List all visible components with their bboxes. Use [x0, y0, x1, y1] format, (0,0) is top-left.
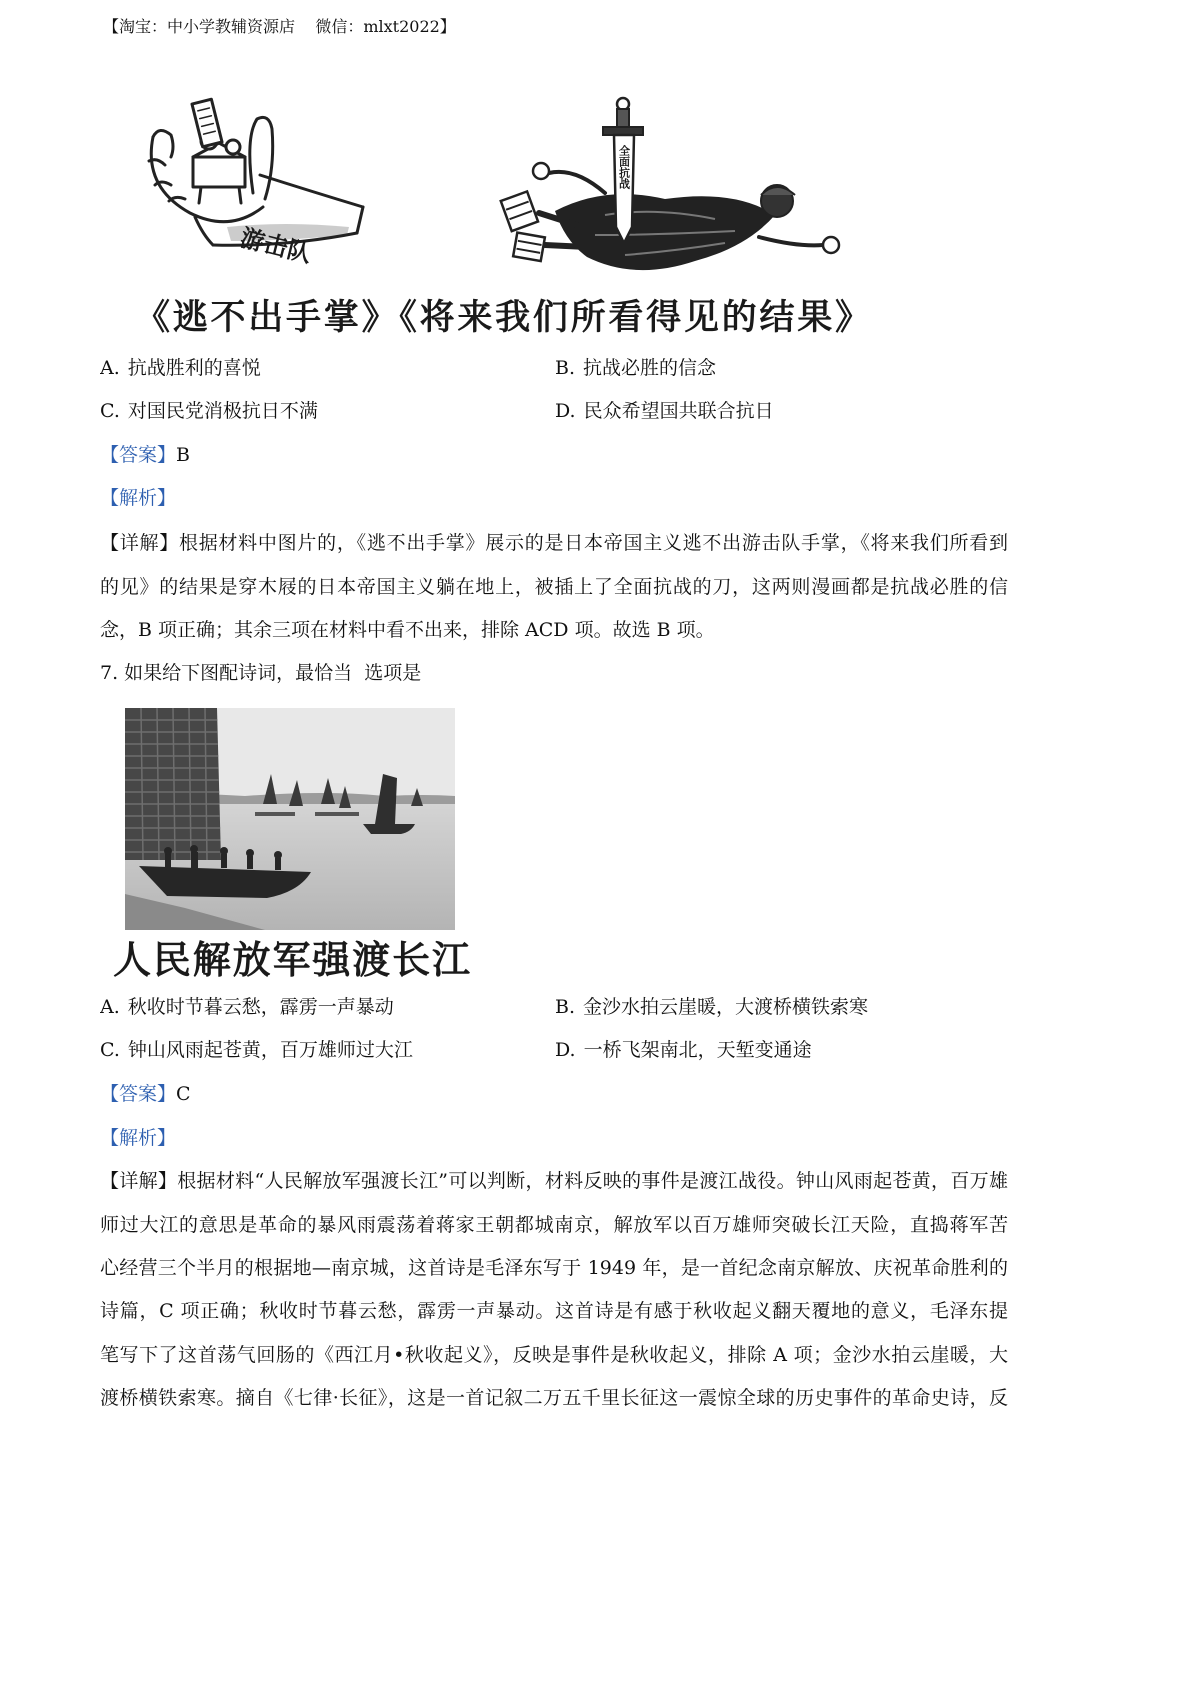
option-label: C. — [100, 400, 120, 422]
q7-detail-line: 渡桥横铁索寒。摘自《七律·长征》，这是一首记叙二万五千里长征这一震惊全球的历史事件的革命史诗，反 — [100, 1387, 1008, 1409]
q7-detail-line: 心经营三个半月的根据地—南京城，这首诗是毛泽东写于 1949 年，是一首纪念南京解放、庆祝革命胜利的 — [100, 1257, 1008, 1279]
photo-large-sail — [125, 708, 221, 860]
q6-option-d — [555, 399, 774, 423]
option-text: 钟山风雨起苍黄，百万雄师过大江 — [127, 1039, 413, 1061]
q7-photo-caption: 人民解放军强渡长江 — [113, 938, 470, 982]
option-text: 抗战必胜的信念 — [583, 357, 717, 379]
q7-option-b — [555, 995, 868, 1019]
analysis-tag: 【解析】 — [100, 487, 177, 509]
q7-option-d — [555, 1038, 812, 1062]
q7-detail-line: 诗篇，C 项正确；秋收时节暮云愁，霹雳一声暴动。这首诗是有感于秋收起义翻天覆地的意义，毛泽东提 — [100, 1300, 1008, 1322]
q7-detail-line: 【详解】根据材料“人民解放军强渡长江”可以判断，材料反映的事件是渡江战役。钟山风雨起苍黄，百万雄 — [100, 1170, 1008, 1192]
option-text: 抗战胜利的喜悦 — [127, 357, 261, 379]
q7-photo — [125, 708, 455, 930]
cartoon-sword-figure — [501, 98, 839, 270]
q7-answer — [100, 1082, 191, 1106]
option-text: 金沙水拍云崖暖，大渡桥横铁索寒 — [583, 996, 869, 1018]
option-text: 秋收时节暮云愁，霹雳一声暴动 — [127, 996, 394, 1018]
q7-stem: 7. 如果给下图配诗词，最恰当 选项是 — [100, 662, 422, 684]
option-label: C. — [100, 1039, 120, 1061]
option-text: 一桥飞架南北，天堑变通途 — [583, 1039, 812, 1061]
answer-tag: 【答案】 — [100, 444, 177, 466]
answer-tag: 【答案】 — [100, 1083, 177, 1105]
option-label: A. — [100, 357, 120, 379]
option-label: D. — [555, 1039, 576, 1061]
q6-detail-line: 的见》的结果是穿木屐的日本帝国主义躺在地上，被插上了全面抗战的刀，这两则漫画都是抗战必胜的信 — [100, 576, 1008, 598]
option-label: B. — [555, 996, 576, 1018]
q7-detail-line: 师过大江的意思是革命的暴风雨震荡着蒋家王朝都城南京，解放军以百万雄师突破长江天险，直捣蒋军苦 — [100, 1214, 1008, 1236]
q6-option-a — [100, 356, 261, 380]
q7-option-c — [100, 1038, 413, 1062]
option-text: 对国民党消极抗日不满 — [127, 400, 318, 422]
q6-figure-caption: 《逃不出手掌》《将来我们所看得见的结果》 — [135, 297, 870, 338]
analysis-tag: 【解析】 — [100, 1127, 177, 1149]
q6-option-b — [555, 356, 716, 380]
option-text: 民众希望国共联合抗日 — [583, 400, 774, 422]
q6-answer — [100, 443, 190, 467]
q7-analysis-heading — [100, 1126, 176, 1150]
option-label: B. — [555, 357, 576, 379]
sword-label: 全面抗战 — [617, 145, 631, 189]
q6-analysis-heading — [100, 486, 176, 510]
answer-value: C — [176, 1083, 191, 1105]
cartoon-hand — [149, 99, 363, 245]
q6-cartoons — [135, 95, 875, 300]
page-header: 【淘宝：中小学教辅资源店 微信：mlxt2022】 — [103, 17, 456, 36]
option-label: A. — [100, 996, 120, 1018]
q7-detail-line: 笔写下了这首荡气回肠的《西江月•秋收起义》，反映是事件是秋收起义，排除 A 项；金沙水拍云崖暖，大 — [100, 1344, 1008, 1366]
option-label: D. — [555, 400, 576, 422]
q7-option-a — [100, 995, 394, 1019]
q6-option-c — [100, 399, 318, 423]
guerrilla-label: 游击队 — [237, 222, 315, 269]
q6-detail-line: 念，B 项正确；其余三项在材料中看不出来，排除 ACD 项。故选 B 项。 — [100, 619, 715, 641]
q6-detail-line: 【详解】根据材料中图片的，《逃不出手掌》展示的是日本帝国主义逃不出游击队手掌，《将来我们所看到 — [100, 532, 1008, 554]
answer-value: B — [176, 444, 190, 466]
